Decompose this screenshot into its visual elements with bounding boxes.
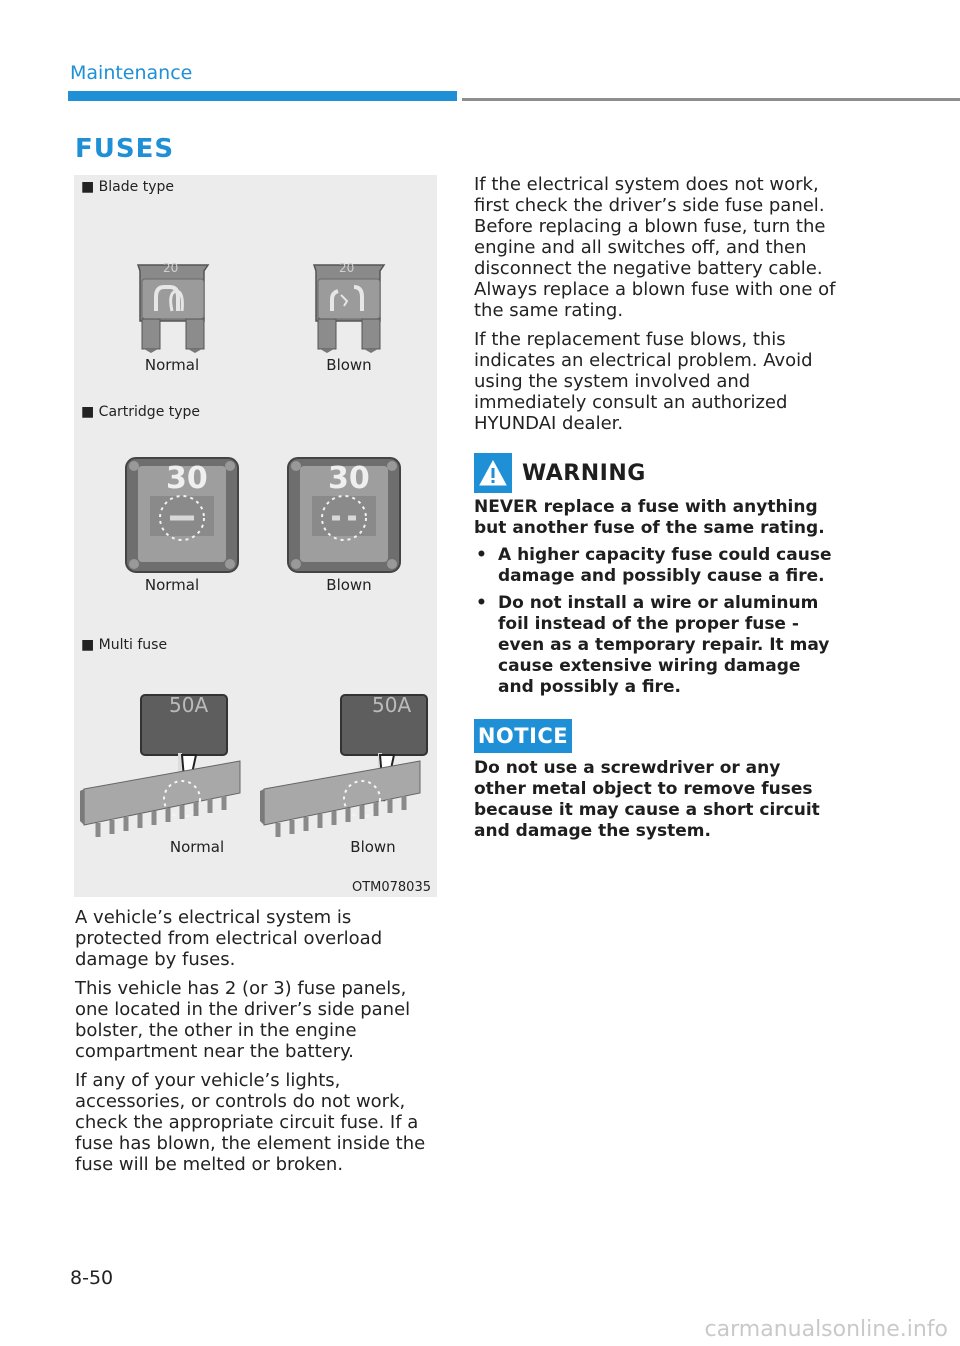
paragraph: If any of your vehicle’s lights, accessories, or controls do not work, check the appropriate circuit fuse. If a fuse has blown, the element inside the fuse will be melted or broken. — [75, 1070, 426, 1175]
page-number: 8-50 — [70, 1267, 114, 1289]
header-section-title: Maintenance — [70, 62, 193, 84]
figure-code: OTM078035 — [351, 880, 431, 895]
warning-body — [474, 497, 836, 704]
paragraph: If the electrical system does not work, first check the driver’s side fuse panel. Before replacing a blown fuse, turn the engine and all switches off, and then disconnect the negative battery cable. Always replace a blown fuse with one of the same rating. — [474, 174, 836, 321]
fuse-illustration — [74, 175, 437, 897]
left-body-text — [75, 907, 440, 1183]
notice-badge: NOTICE — [474, 719, 572, 753]
multi-blown-caption: Blown — [350, 838, 396, 856]
watermark[interactable]: carmanualsonline.info — [704, 1317, 948, 1342]
paragraph: This vehicle has 2 (or 3) fuse panels, one located in the driver’s side panel bolster, the other in the engine compartment near the battery. — [75, 978, 411, 1062]
warning-lead: NEVER replace a fuse with anything but another fuse of the same rating. — [474, 497, 825, 538]
list-item: • A higher capacity fuse could cause damage and possibly cause a fire. — [474, 545, 836, 587]
cartridge-rating-normal: 30 — [166, 461, 208, 496]
cartridge-normal-caption: Normal — [144, 576, 200, 594]
header-rule-accent — [68, 91, 457, 101]
multi-rating-normal: 50A — [169, 693, 209, 717]
right-body-text — [474, 174, 839, 442]
list-item: • Do not install a wire or aluminum foil instead of the proper fuse - even as a temporary repair. It may cause extensive wiring damage and possibly a fire. — [474, 593, 836, 698]
paragraph: A vehicle’s electrical system is protected from electrical overload damage by fuses. — [75, 907, 383, 970]
blade-blown-caption: Blown — [326, 356, 372, 374]
cartridge-rating-blown: 30 — [328, 461, 370, 496]
warning-list — [474, 545, 836, 698]
blade-type-label: ■ Blade type — [81, 179, 174, 195]
notice-body: Do not use a screwdriver or any other metal object to remove fuses because it may cause a short circuit and damage the system. — [474, 758, 820, 841]
multi-fuse-label: ■ Multi fuse — [81, 637, 168, 653]
paragraph: If the replacement fuse blows, this indicates an electrical problem. Avoid using the system involved and immediately consult an authorized HYUNDAI dealer. — [474, 329, 813, 434]
blade-rating-blown: 20 — [339, 261, 355, 275]
multi-rating-blown: 50A — [372, 693, 412, 717]
warning-icon — [474, 453, 512, 493]
multi-normal-caption: Normal — [169, 838, 225, 856]
section-title: FUSES — [75, 134, 175, 164]
cartridge-blown-caption: Blown — [326, 576, 372, 594]
header-rule — [462, 98, 960, 101]
cartridge-type-label: ■ Cartridge type — [81, 404, 201, 420]
blade-normal-caption: Normal — [144, 356, 200, 374]
warning-heading — [474, 453, 646, 493]
multi-fuse-normal-image — [78, 693, 250, 843]
warning-label: WARNING — [522, 460, 646, 486]
blade-rating-normal: 20 — [163, 261, 179, 275]
